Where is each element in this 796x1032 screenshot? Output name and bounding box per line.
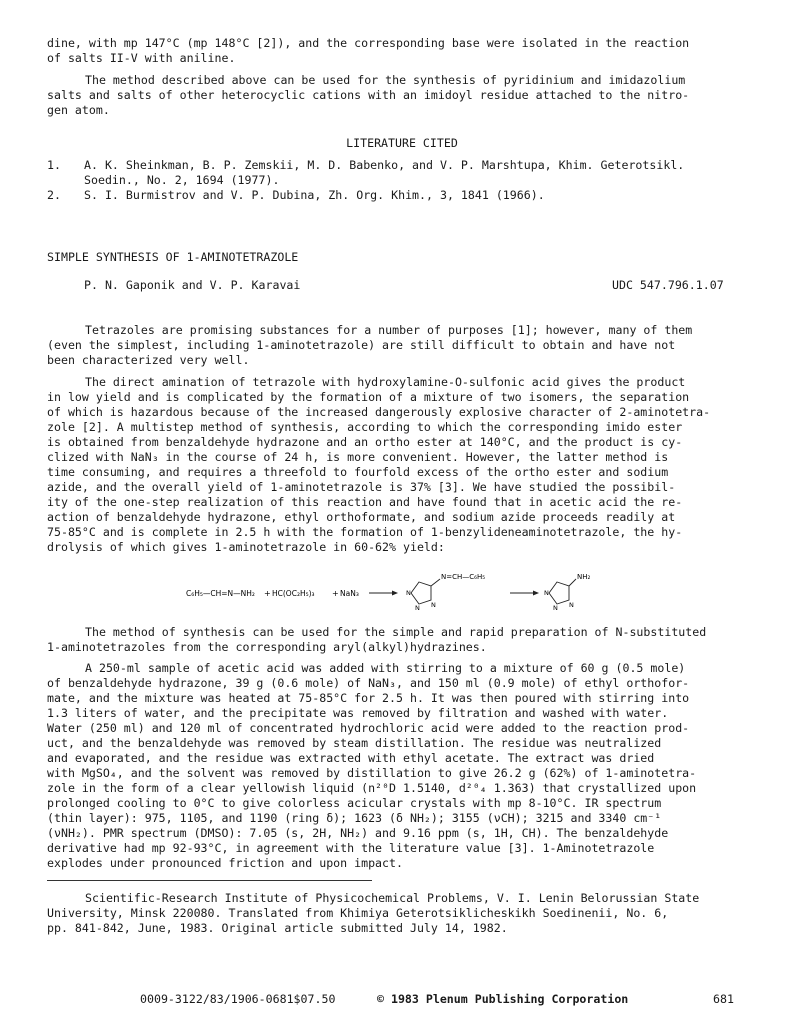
substituent-label: N=CH—C₆H₅	[441, 573, 486, 581]
top-paragraph-2: The method described above can be used for the synthesis of pyridinium and imidazolium salts and salts of other heterocyclic cations with an imidoyl residue attached to the nitro- gen atom.	[47, 73, 690, 117]
page-number: 681	[713, 992, 734, 1006]
experimental-paragraph: A 250-ml sample of acetic acid was added with stirring to a mixture of 60 g (0.5 mole) of benzaldehyde hydrazone, 39 g (0.6 mole) of NaN₃, and 150 ml (0.9 mole) of ethyl orthofor- mate, and the mixture was heated at 75-85°C for 2.5 h. It was then poured with stirring into 1.3 liters of water, and the precipitate was removed by filtration and washed with water. Water (250 ml) and 120 ml of concentrated hydrochloric acid were added to the reaction prod- uct, and the benzaldehyde was removed by steam distillation. The residue was neutralized and evaporated, and the residue was extracted with ethyl acetate. The extract was dried with MgSO₄, and the solvent was removed by distillation to give 26.2 g (62%) of 1-aminotetra- zole in the form of a clear yellowish liquid (n²⁰D 1.5140, d²⁰₄ 1.363) that crystallized upon prolonged cooling to 0°C to give colorless acicular crystals with mp 8-10°C. IR spectrum (thin layer): 975, 1105, and 1190 (ring δ); 1623 (δ NH₂); 3155 (νCH); 3215 and 3340 cm⁻¹ (νNH₂). PMR spectrum (DMSO): 7.05 (s, 2H, NH₂) and 9.16 ppm (s, 1H, CH). The benzaldehyde derivative had mp 92-93°C, in agreement with the literature value [3]. 1-Aminotetrazole explodes under pronounced friction and upon impact.	[47, 661, 697, 870]
reference-text: S. I. Burmistrov and V. P. Dubina, Zh. Org. Khim., 3, 1841 (1966).	[84, 188, 545, 202]
substituent-label: NH₂	[577, 573, 591, 581]
ring-atom-label: N	[431, 601, 436, 609]
plus-sign: +	[264, 589, 271, 598]
reaction-arrow	[369, 591, 398, 596]
reference-number: 1.	[47, 158, 61, 172]
udc-code: UDC 547.796.1.07	[612, 278, 724, 292]
reactant-hydrazone: C₆H₅—CH=N—NH₂	[186, 589, 255, 598]
intro-paragraph: Tetrazoles are promising substances for a number of purposes [1]; however, many of them (even the simplest, including 1-aminotetrazole) are still difficult to obtain and have not been characterized very well.	[47, 323, 693, 367]
plus-sign: +	[332, 589, 339, 598]
ring-atom-label: N	[406, 589, 411, 597]
ring-atom-label: N	[553, 604, 558, 612]
article-authors: P. N. Gaponik and V. P. Karavai	[84, 278, 301, 292]
scope-paragraph: The method of synthesis can be used for the simple and rapid preparation of N-substituted 1-aminotetrazoles from the corresponding aryl(alkyl)hydrazines.	[47, 625, 707, 654]
publication-code: 0009-3122/83/1906-0681$07.50	[140, 992, 336, 1006]
reaction-scheme	[180, 568, 630, 618]
benzylidene-tetrazole-structure	[406, 573, 485, 612]
reactant-sodium-azide: NaN₃	[340, 589, 359, 598]
copyright-notice: © 1983 Plenum Publishing Corporation	[377, 992, 629, 1006]
top-paragraph-1: dine, with mp 147°C (mp 148°C [2]), and the corresponding base were isolated in the reaction of salts II-V with aniline.	[47, 36, 690, 65]
footnote-rule	[47, 880, 372, 881]
article-title: SIMPLE SYNTHESIS OF 1-AMINOTETRAZOLE	[47, 250, 299, 264]
footnote: Scientific-Research Institute of Physicochemical Problems, V. I. Lenin Belorussian State University, Minsk 220080. Translated from Khimiya Geterotsiklicheskikh Soedinenii, No. 6, pp. 841-842, June, 1983. Original article submitted July 14, 1982.	[47, 891, 700, 935]
reference-text: A. K. Sheinkman, B. P. Zemskii, M. D. Babenko, and V. P. Marshtupa, Khim. Geterotsikl. Soedin., No. 2, 1694 (1977).	[84, 158, 685, 187]
reference-number: 2.	[47, 188, 61, 202]
ring-atom-label: N	[544, 589, 549, 597]
aminotetrazole-structure	[544, 573, 591, 612]
reactant-orthoformate: HC(OC₂H₅)₃	[272, 589, 315, 598]
method-paragraph: The direct amination of tetrazole with hydroxylamine-O-sulfonic acid gives the product in low yield and is complicated by the formation of a mixture of two isomers, the separation of which is hazardous because of the increased dangerously explosive character of 2-aminotetra- zole [2]. A multistep method of synthesis, according to which the corresponding imido ester is obtained from benzaldehyde hydrazone and an ortho ester at 140°C, and the product is cy- clized with NaN₃ in the course of 24 h, is more convenient. However, the latter method is time consuming, and requires a threefold to fourfold excess of the ortho ester and sodium azide, and the overall yield of 1-aminotetrazole is 37% [3]. We have studied the possibil- ity of the one-step realization of this reaction and have found that in acetic acid the re- action of benzaldehyde hydrazone, ethyl orthoformate, and sodium azide proceeds readily at 75-85°C and is complete in 2.5 h with the formation of 1-benzylideneaminotetrazole, the hy- drolysis of which gives 1-aminotetrazole in 60-62% yield:	[47, 375, 711, 554]
literature-heading: LITERATURE CITED	[346, 136, 458, 150]
reaction-arrow	[510, 591, 539, 596]
ring-atom-label: N	[415, 604, 420, 612]
ring-atom-label: N	[569, 601, 574, 609]
